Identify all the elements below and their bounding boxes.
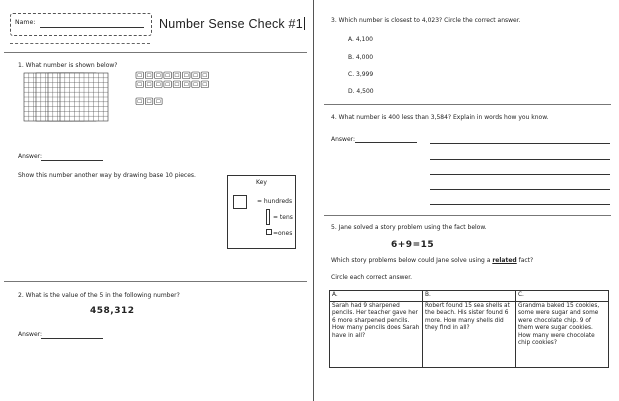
q3-question: 3. Which number is closest to 4,023? Circle the correct answer. bbox=[331, 17, 521, 24]
tens-rod bbox=[136, 81, 144, 88]
choice-b-letter[interactable]: B. bbox=[423, 291, 516, 302]
tens-rod bbox=[173, 81, 181, 88]
ones-cube-icon bbox=[266, 229, 272, 235]
choice-c-text[interactable]: Grandma baked 15 cookies, some were sugar and some were chocolate chip. 9 of them were sugar cookies. How many were chocolate chip cookies? bbox=[516, 302, 609, 368]
key-title: Key bbox=[256, 179, 267, 186]
q2-answer-label: Answer: bbox=[18, 331, 43, 338]
choice-c-letter[interactable]: C. bbox=[516, 291, 609, 302]
q2-answer-field[interactable] bbox=[41, 338, 103, 339]
tens-rod bbox=[145, 72, 153, 79]
q4-explain-line[interactable] bbox=[430, 143, 610, 144]
q3-rule bbox=[324, 104, 611, 105]
hundreds-flat bbox=[60, 73, 108, 121]
tens-rod bbox=[183, 72, 191, 79]
q5-circle-instruction: Circle each correct answer. bbox=[331, 274, 413, 281]
tens-rod bbox=[192, 72, 200, 79]
q3-option-b[interactable]: B. 4,000 bbox=[348, 54, 374, 61]
ones-cube bbox=[145, 98, 153, 105]
q1-rule bbox=[4, 281, 307, 282]
hundreds-flat-icon bbox=[233, 195, 247, 209]
base-ten-model bbox=[22, 71, 232, 141]
key-box bbox=[227, 175, 296, 249]
choice-b-text[interactable]: Robert found 15 sea shells at the beach. His sister found 6 more. How many shells did they find in all? bbox=[423, 302, 516, 368]
tens-rod bbox=[201, 81, 209, 88]
page-title: Number Sense Check #1 bbox=[159, 17, 303, 31]
choice-a-letter[interactable]: A. bbox=[330, 291, 423, 302]
q1-question: 1. What number is shown below? bbox=[18, 62, 118, 69]
tens-rod bbox=[145, 81, 153, 88]
column-divider bbox=[313, 0, 314, 401]
key-tens: = tens bbox=[273, 214, 293, 221]
tens-rod bbox=[164, 81, 172, 88]
q4-question: 4. What number is 400 less than 3,584? Explain in words how you know. bbox=[331, 114, 549, 121]
tens-rod bbox=[173, 72, 181, 79]
q1-answer-label: Answer: bbox=[18, 153, 43, 160]
q5-choices-table bbox=[329, 290, 609, 368]
q4-explain-line[interactable] bbox=[430, 204, 610, 205]
q5-question: 5. Jane solved a story problem using the fact below. bbox=[331, 224, 487, 231]
q3-option-a[interactable]: A. 4,100 bbox=[348, 36, 373, 43]
tens-rod bbox=[183, 81, 191, 88]
q5-prompt-keyword: related bbox=[492, 257, 517, 264]
ones-cube bbox=[136, 98, 144, 105]
tens-rod bbox=[192, 81, 200, 88]
q4-rule bbox=[324, 215, 611, 216]
tens-rod bbox=[155, 72, 163, 79]
name-field[interactable] bbox=[40, 27, 144, 28]
tens-rod bbox=[201, 72, 209, 79]
q3-option-c[interactable]: C. 3,999 bbox=[348, 71, 374, 78]
q4-answer-field[interactable] bbox=[355, 142, 417, 143]
q4-answer-label: Answer: bbox=[331, 136, 356, 143]
ones-cube bbox=[155, 98, 163, 105]
q4-explain-line[interactable] bbox=[430, 174, 610, 175]
q2-number: 458,312 bbox=[90, 306, 135, 316]
tens-rod bbox=[155, 81, 163, 88]
q3-option-d[interactable]: D. 4,500 bbox=[348, 88, 374, 95]
key-ones: =ones bbox=[273, 230, 293, 237]
q4-explain-line[interactable] bbox=[430, 189, 610, 190]
q1-draw-instruction: Show this number another way by drawing base 10 pieces. bbox=[18, 172, 196, 179]
q2-question: 2. What is the value of the 5 in the following number? bbox=[18, 292, 180, 299]
name-label: Name: bbox=[15, 19, 36, 26]
q4-explain-line[interactable] bbox=[430, 159, 610, 160]
key-hundreds: = hundreds bbox=[257, 198, 293, 205]
header-dash-line bbox=[10, 43, 150, 44]
choice-a-text[interactable]: Sarah had 9 sharpened pencils. Her teacher gave her 6 more sharpened pencils. How many pencils does Sarah have in all? bbox=[330, 302, 423, 368]
q5-prompt: Which story problems below could Jane solve using a related fact? bbox=[331, 257, 534, 264]
q1-answer-field[interactable] bbox=[41, 160, 103, 161]
tens-rod bbox=[164, 72, 172, 79]
q5-fact: 6+9=15 bbox=[391, 240, 435, 250]
tens-rod-icon bbox=[266, 209, 270, 225]
header-rule bbox=[4, 52, 307, 53]
tens-rod bbox=[136, 72, 144, 79]
